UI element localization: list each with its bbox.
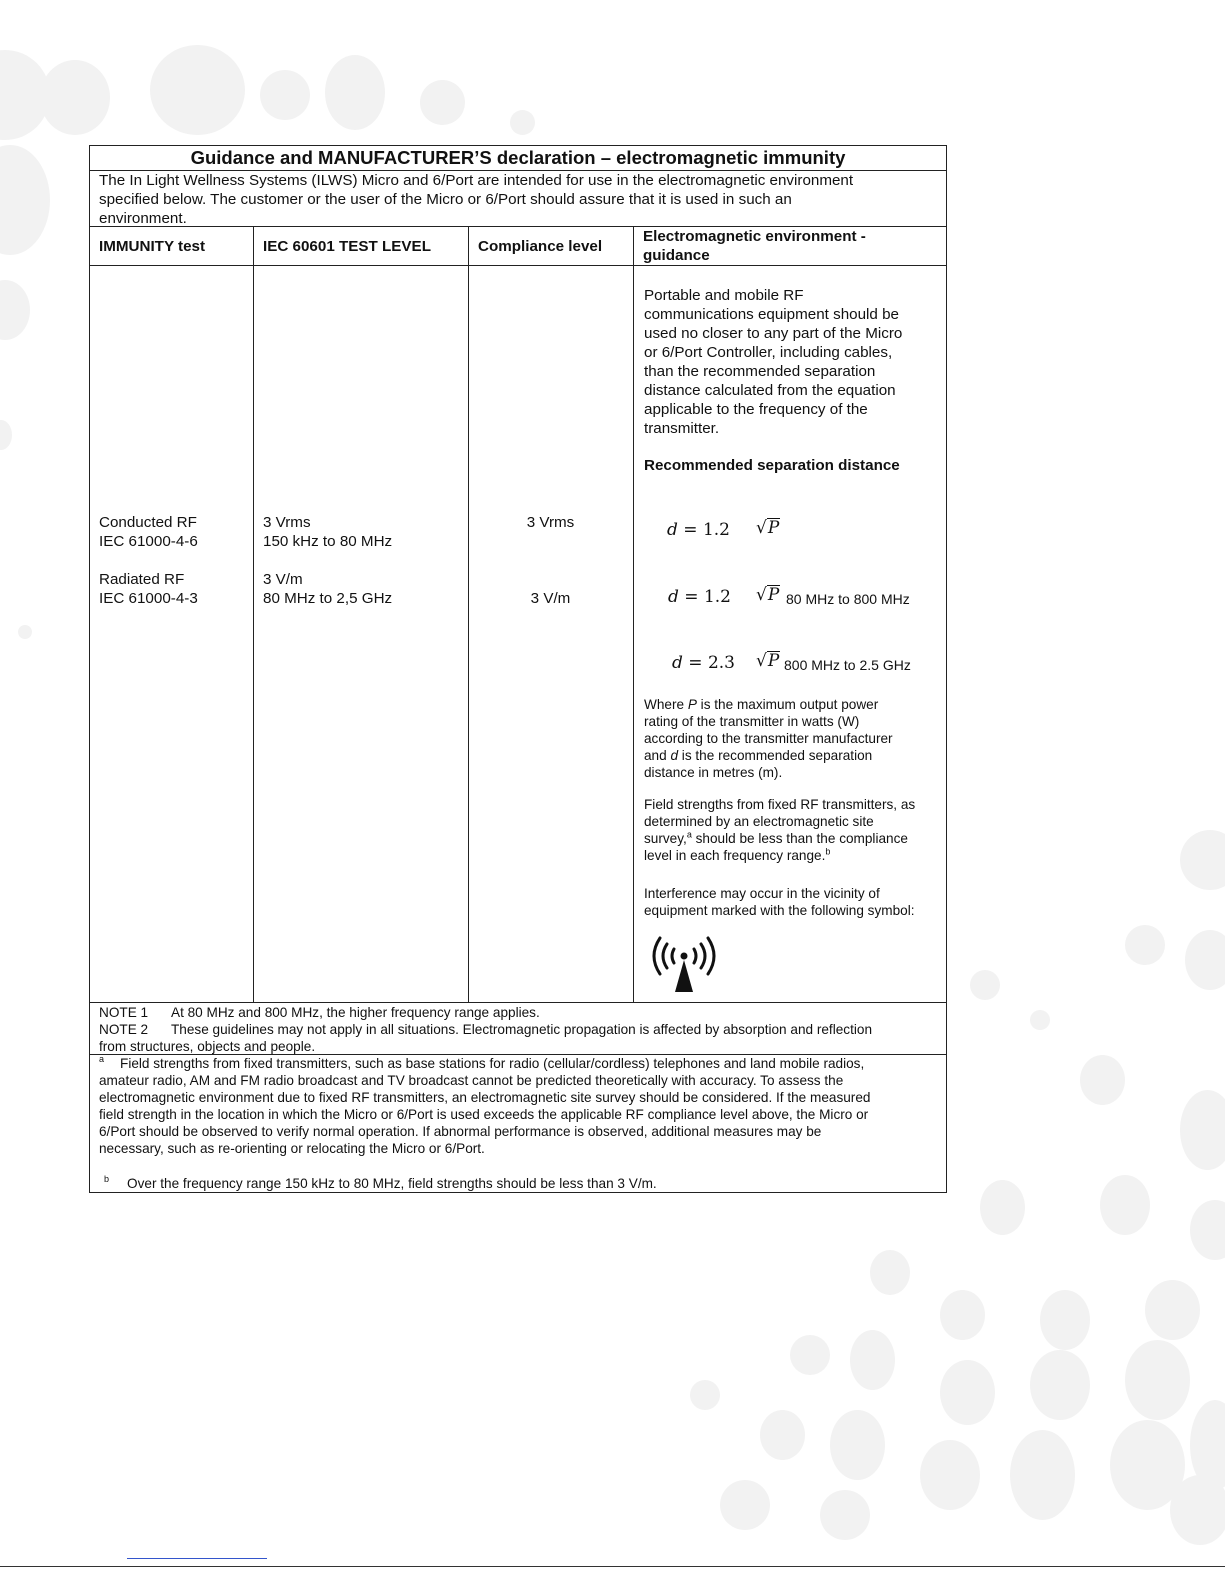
where-line: distance in metres (m).	[644, 765, 783, 780]
non-ionizing-radiation-icon	[646, 930, 722, 996]
guidance-paragraph	[644, 286, 939, 438]
equation-variable: d	[667, 520, 678, 540]
equation-3-range: 800 MHz to 2.5 GHz	[784, 657, 911, 673]
equation-radicand: P	[767, 651, 780, 671]
equation-coefficient: = 1.2	[683, 520, 730, 540]
sqrt-p-3: √P	[756, 651, 780, 671]
text-fragment: and	[644, 748, 671, 763]
footnote-ref-a: a	[686, 829, 692, 840]
radiated-rf-level	[263, 570, 392, 608]
recommended-distance-heading: Recommended separation distance	[644, 457, 900, 474]
page-bottom-rule	[0, 1566, 1225, 1567]
variable-d: d	[670, 748, 679, 763]
radiated-rf-compliance: 3 V/m	[530, 590, 571, 607]
footnote-marker: b	[104, 1174, 110, 1185]
sqrt-p-2: √P	[756, 585, 780, 605]
emc-immunity-table	[89, 145, 947, 1193]
field-strength-note	[644, 796, 944, 864]
sqrt-p-1: √P	[756, 518, 780, 538]
guidance-line: used no closer to any part of the Micro	[644, 325, 903, 342]
footnote-line: Field strengths from fixed transmitters, such as base stations for radio (cellular/cordless) telephones and land mobile radios,	[120, 1056, 865, 1071]
footnote-line: necessary, such as re-orienting or relocating the Micro or 6/Port.	[99, 1141, 485, 1156]
footnote-line: 6/Port should be observed to verify normal operation. If abnormal performance is observed, additional measures may be	[99, 1124, 822, 1139]
intro-text	[99, 171, 934, 228]
footnote-marker: a	[99, 1054, 105, 1065]
interference-line: equipment marked with the following symbol:	[644, 903, 915, 918]
equation-2	[668, 587, 731, 607]
guidance-line: communications equipment should be	[644, 306, 899, 323]
footnote-line: field strength in the location in which the Micro or 6/Port is used exceeds the applicable RF compliance level above, the Micro or	[99, 1107, 869, 1122]
field-line: determined by an electromagnetic site	[644, 814, 874, 829]
test-name: Conducted RF	[99, 514, 197, 531]
column-divider	[468, 226, 469, 1002]
header-line: Electromagnetic environment -	[643, 228, 866, 245]
footnote-line: Over the frequency range 150 kHz to 80 MHz, field strengths should be less than 3 V/m.	[127, 1176, 657, 1191]
text-fragment: level in each frequency range.	[644, 848, 826, 863]
conducted-rf-level	[263, 513, 392, 551]
note-label: NOTE 2	[99, 1022, 149, 1037]
intro-line: specified below. The customer or the user of the Micro or 6/Port should assure that it is used in such an	[99, 191, 792, 208]
text-fragment: is the recommended separation	[678, 748, 873, 763]
footnote-line: amateur radio, AM and FM radio broadcast and TV broadcast cannot be predicted theoretically with accuracy. To assess the	[99, 1073, 844, 1088]
page-link-underline	[127, 1558, 267, 1559]
interference-line: Interference may occur in the vicinity of	[644, 886, 880, 901]
where-line: according to the transmitter manufacturer	[644, 731, 893, 746]
footnote-ref-b: b	[825, 846, 831, 857]
where-line: rating of the transmitter in watts (W)	[644, 714, 860, 729]
note-text: At 80 MHz and 800 MHz, the higher frequency range applies.	[171, 1005, 540, 1020]
radiated-rf-test	[99, 570, 198, 608]
intro-line: The In Light Wellness Systems (ILWS) Micro and 6/Port are intended for use in the electromagnetic environment	[99, 172, 854, 189]
equation-coefficient: = 1.2	[684, 587, 731, 607]
header-environment-guidance	[643, 227, 866, 265]
guidance-line: Portable and mobile RF	[644, 287, 804, 304]
guidance-line: applicable to the frequency of the	[644, 401, 868, 418]
guidance-line: transmitter.	[644, 420, 720, 437]
equation-variable: d	[672, 653, 683, 673]
notes-section	[99, 1004, 934, 1055]
text-fragment: Where	[644, 697, 688, 712]
footnote-b	[99, 1175, 934, 1192]
table-title: Guidance and MANUFACTURER’S declaration – electromagnetic immunity	[190, 147, 846, 168]
divider	[90, 1002, 946, 1003]
text-fragment: is the maximum output power	[696, 697, 879, 712]
header-test-level: IEC 60601 TEST LEVEL	[263, 238, 431, 255]
footnote-line: electromagnetic environment due to fixed RF transmitters, an electromagnetic site survey should be considered. If the measured	[99, 1090, 871, 1105]
level-value: 3 V/m	[263, 571, 303, 588]
footnote-a	[99, 1055, 934, 1157]
guidance-line: or 6/Port Controller, including cables,	[644, 344, 893, 361]
guidance-line: distance calculated from the equation	[644, 382, 896, 399]
level-range: 80 MHz to 2,5 GHz	[263, 590, 393, 607]
test-standard: IEC 61000-4-3	[99, 590, 198, 607]
where-definition	[644, 696, 944, 781]
test-standard: IEC 61000-4-6	[99, 533, 198, 550]
equation-1	[667, 520, 730, 540]
column-divider	[633, 226, 634, 1002]
equation-variable: d	[668, 587, 679, 607]
interference-note	[644, 885, 944, 919]
conducted-rf-compliance: 3 Vrms	[526, 514, 575, 531]
equation-2-range: 80 MHz to 800 MHz	[786, 591, 910, 607]
text-fragment: should be less than the compliance	[691, 831, 908, 846]
text-fragment: survey,	[644, 831, 687, 846]
test-name: Radiated RF	[99, 571, 185, 588]
header-immunity-test: IMMUNITY test	[99, 238, 206, 255]
equation-radicand: P	[767, 518, 780, 538]
field-line: Field strengths from fixed RF transmitters, as	[644, 797, 916, 812]
equation-3	[672, 653, 735, 673]
column-divider	[253, 226, 254, 1002]
note-text: These guidelines may not apply in all situations. Electromagnetic propagation is affected by absorption and reflection	[171, 1022, 873, 1037]
level-range: 150 kHz to 80 MHz	[263, 533, 393, 550]
note-text: from structures, objects and people.	[99, 1039, 316, 1054]
header-line: guidance	[643, 247, 710, 264]
conducted-rf-test	[99, 513, 198, 551]
equation-coefficient: = 2.3	[688, 653, 735, 673]
intro-line: environment.	[99, 210, 187, 227]
variable-p: P	[687, 697, 697, 712]
equation-radicand: P	[767, 585, 780, 605]
header-compliance-level: Compliance level	[478, 238, 603, 255]
note-label: NOTE 1	[99, 1005, 149, 1020]
divider	[90, 265, 946, 266]
level-value: 3 Vrms	[263, 514, 311, 531]
guidance-line: than the recommended separation	[644, 363, 876, 380]
